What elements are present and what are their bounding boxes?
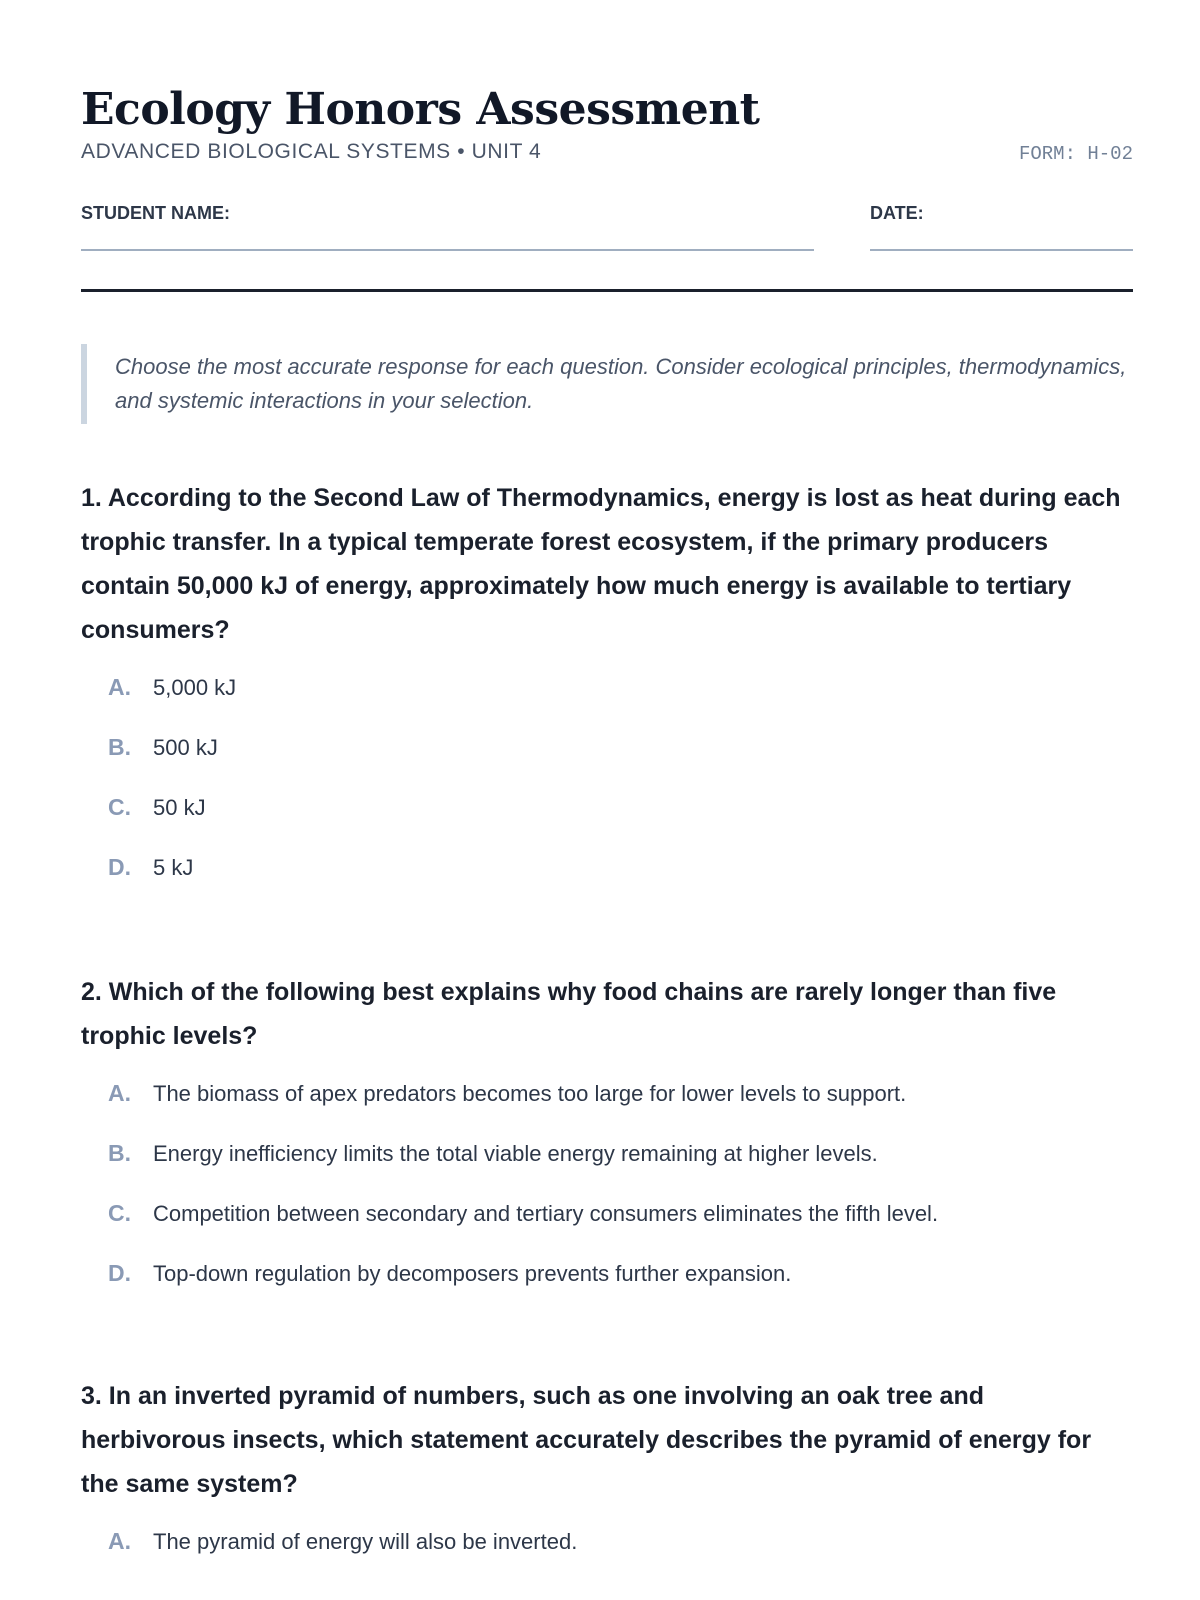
option-b[interactable] <box>108 1140 1133 1200</box>
date-field[interactable] <box>870 249 1133 251</box>
assessment-page <box>81 80 1133 1588</box>
subtitle-row <box>81 138 1133 168</box>
option-letter: C. <box>108 1200 131 1226</box>
option-b[interactable] <box>108 734 1133 794</box>
question-1 <box>81 476 1133 914</box>
option-letter: D. <box>108 854 131 880</box>
option-letter: D. <box>108 1260 131 1286</box>
option-text: The biomass of apex predators becomes too large for lower levels to support. <box>153 1081 907 1106</box>
option-a[interactable] <box>108 674 1133 734</box>
date-label: DATE: <box>870 203 924 223</box>
instructions: Choose the most accurate response for each question. Consider ecological principles, thermodynamics, and systemic interactions in your selection. <box>81 344 1133 424</box>
option-text: Competition between secondary and tertiary consumers eliminates the fifth level. <box>153 1201 939 1226</box>
option-d[interactable] <box>108 854 1133 914</box>
option-a[interactable] <box>108 1080 1133 1140</box>
option-text: 50 kJ <box>153 795 206 820</box>
question-2 <box>81 970 1133 1320</box>
option-text: 5 kJ <box>153 855 194 880</box>
option-text: Top-down regulation by decomposers prevents further expansion. <box>153 1261 792 1286</box>
question-text: 3. In an inverted pyramid of numbers, such as one involving an oak tree and herbivorous insects, which statement accurately describes the pyramid of energy for the same system? <box>81 1382 1092 1498</box>
option-letter: A. <box>108 1528 131 1554</box>
option-letter: C. <box>108 794 131 820</box>
student-info-fields <box>81 203 1133 293</box>
option-d[interactable] <box>108 1260 1133 1320</box>
option-a[interactable] <box>108 1528 1133 1588</box>
question-text: 2. Which of the following best explains why food chains are rarely longer than five trophic levels? <box>81 978 1057 1050</box>
option-letter: B. <box>108 1140 131 1166</box>
option-text: The pyramid of energy will also be inverted. <box>153 1529 578 1554</box>
answer-options <box>108 674 1133 914</box>
question-text: 1. According to the Second Law of Thermodynamics, energy is lost as heat during each trophic transfer. In a typical temperate forest ecosystem, if the primary producers contain 50,000 kJ of energy, approximately how much energy is available to tertiary consumers? <box>81 484 1121 644</box>
option-text: 5,000 kJ <box>153 675 237 700</box>
option-letter: A. <box>108 674 131 700</box>
option-letter: A. <box>108 1080 131 1106</box>
student-name-label: STUDENT NAME: <box>81 203 230 223</box>
student-name-field[interactable] <box>81 249 814 251</box>
option-c[interactable] <box>108 1200 1133 1260</box>
answer-options <box>108 1080 1133 1320</box>
option-letter: B. <box>108 734 131 760</box>
question-3 <box>81 1374 1133 1588</box>
option-text: Energy inefficiency limits the total viable energy remaining at higher levels. <box>153 1141 878 1166</box>
page-title: Ecology Honors Assessment <box>81 84 760 135</box>
form-code: FORM: H-02 <box>1018 143 1133 165</box>
option-text: 500 kJ <box>153 735 218 760</box>
answer-options <box>108 1528 1133 1588</box>
course-subtitle: ADVANCED BIOLOGICAL SYSTEMS • UNIT 4 <box>81 140 542 163</box>
option-c[interactable] <box>108 794 1133 854</box>
